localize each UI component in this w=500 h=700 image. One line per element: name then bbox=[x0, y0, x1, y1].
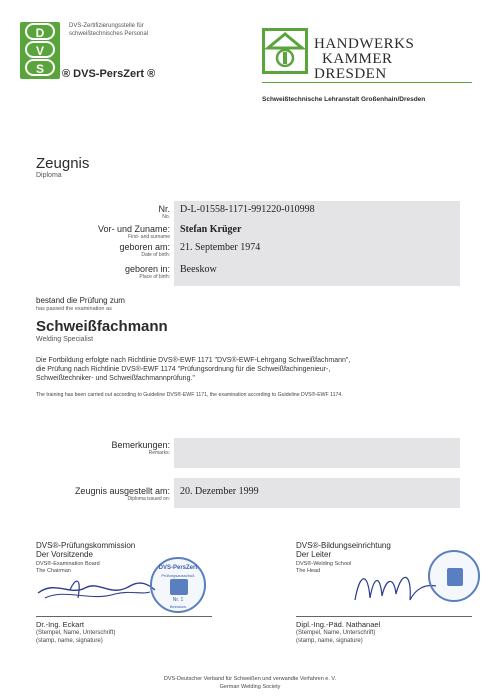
training-paragraph-line2: die Prüfung nach Richtlinie DVS®-EWF 1174 "Prüfungsordnung für die Schweißfachingenieur-, bbox=[36, 366, 331, 373]
left-sig-org: DVS®-Prüfungskommission bbox=[36, 541, 136, 550]
document-subtitle: Diploma bbox=[36, 172, 62, 179]
remarks-sublabel: Remarks: bbox=[148, 450, 170, 456]
qualification-subtitle: Welding Specialist bbox=[36, 336, 94, 343]
dvs-logo bbox=[20, 22, 60, 79]
training-paragraph-english: The training has been carried out according to Guideline DVS®-EWF 1171, the examination according to Guideline DVS®-EWF 1174. bbox=[36, 392, 343, 398]
right-sig-org-english: DVS®-Welding School bbox=[296, 561, 352, 567]
hwk-name-line3: DRESDEN bbox=[314, 66, 387, 82]
left-sig-role-english: The Chairman bbox=[36, 568, 71, 574]
birthdate-sublabel: Date of birth: bbox=[141, 252, 170, 258]
dvs-cert-line1: DVS-Zertifizierungsstelle für bbox=[69, 23, 144, 29]
examination-stamp bbox=[150, 557, 206, 613]
left-signature-line bbox=[36, 616, 212, 617]
dvs-logo-letter-v: V bbox=[25, 41, 55, 58]
right-signature-line bbox=[296, 616, 472, 617]
nr-value: D-L-01558-1171-991220-010998 bbox=[180, 204, 315, 215]
birthplace-sublabel: Place of birth: bbox=[139, 274, 170, 280]
passed-label: bestand die Prüfung zum bbox=[36, 296, 125, 305]
stamp-top-text: DVS-PersZert bbox=[158, 565, 198, 571]
left-sig-caption: (Stempel, Name, Unterschrift) bbox=[36, 630, 116, 636]
nr-sublabel: No. bbox=[162, 214, 170, 220]
dvs-perszert-label: ® DVS-PersZert ® bbox=[62, 68, 156, 80]
left-sig-name: Dr.-Ing. Eckart bbox=[36, 620, 84, 629]
nr-label: Nr. bbox=[158, 204, 170, 214]
right-signature-icon bbox=[350, 562, 440, 617]
header-divider bbox=[262, 82, 472, 83]
left-signature-icon bbox=[30, 568, 170, 613]
stamp-number: Nr. 1 bbox=[172, 597, 184, 603]
right-sig-role: Der Leiter bbox=[296, 550, 332, 559]
document-title: Zeugnis bbox=[36, 155, 90, 172]
right-sig-caption: (Stempel, Name, Unterschrift) bbox=[296, 630, 376, 636]
training-paragraph-line3: Schweißtechniker- und Schweißfachmannprüfung." bbox=[36, 375, 195, 382]
name-label: Vor- und Zuname: bbox=[97, 224, 170, 234]
dvs-logo-letter-d: D bbox=[25, 23, 55, 40]
hwk-name-line2: KAMMER bbox=[322, 51, 393, 67]
issued-value: 20. Dezember 1999 bbox=[180, 486, 259, 497]
right-sig-org: DVS®-Bildungseinrichtung bbox=[296, 541, 391, 550]
training-paragraph-line1: Die Fortbildung erfolgte nach Richtlinie DVS®-EWF 1171 "DVS®-EWF-Lehrgang Schweißfachmann", bbox=[36, 357, 351, 364]
right-sig-name: Dipl.-Ing.-Päd. Nathanael bbox=[296, 620, 381, 629]
dvs-logo-letter-s: S bbox=[25, 59, 55, 76]
left-sig-org-english: DVS®-Examination Board bbox=[36, 561, 100, 567]
right-sig-role-english: The Head bbox=[296, 568, 321, 574]
issued-sublabel: Diploma issued on: bbox=[127, 496, 170, 502]
birthplace-value: Beeskow bbox=[180, 264, 217, 275]
passed-sublabel: has passed the examination as bbox=[36, 306, 112, 312]
remarks-field bbox=[174, 438, 460, 468]
birthplace-label: geboren in: bbox=[124, 264, 170, 274]
stamp-bottom-text: Beeskow bbox=[169, 604, 187, 609]
stamp-logo-icon bbox=[170, 579, 188, 595]
qualification-title: Schweißfachmann bbox=[36, 318, 168, 335]
footer-line2: German Welding Society bbox=[219, 684, 281, 690]
school-stamp-logo-icon bbox=[447, 568, 463, 586]
hwk-logo-icon bbox=[262, 28, 308, 74]
footer-line1: DVS-Deutscher Verband für Schweißen und verwandte Verfahren e. V. bbox=[163, 676, 337, 682]
remarks-label: Bemerkungen: bbox=[111, 440, 170, 450]
name-sublabel: First- and surname bbox=[128, 234, 170, 240]
birthdate-value: 21. September 1974 bbox=[180, 242, 261, 253]
school-stamp-icon bbox=[428, 550, 480, 602]
name-value: Stefan Krüger bbox=[180, 224, 242, 235]
left-sig-caption-english: (stamp, name, signature) bbox=[36, 638, 103, 644]
hwk-school: Schweißtechnische Lehranstalt Großenhain/Dresden bbox=[262, 96, 426, 103]
left-sig-role: Der Vorsitzende bbox=[36, 550, 93, 559]
stamp-mid-text: Prüfungsausschuß bbox=[161, 573, 195, 578]
dvs-cert-line2: schweißtechnisches Personal bbox=[69, 31, 149, 37]
issued-label: Zeugnis ausgestellt am: bbox=[74, 486, 170, 496]
birthdate-label: geboren am: bbox=[119, 242, 170, 252]
hwk-name-line1: HANDWERKS bbox=[314, 36, 415, 52]
right-sig-caption-english: (stamp, name, signature) bbox=[296, 638, 363, 644]
